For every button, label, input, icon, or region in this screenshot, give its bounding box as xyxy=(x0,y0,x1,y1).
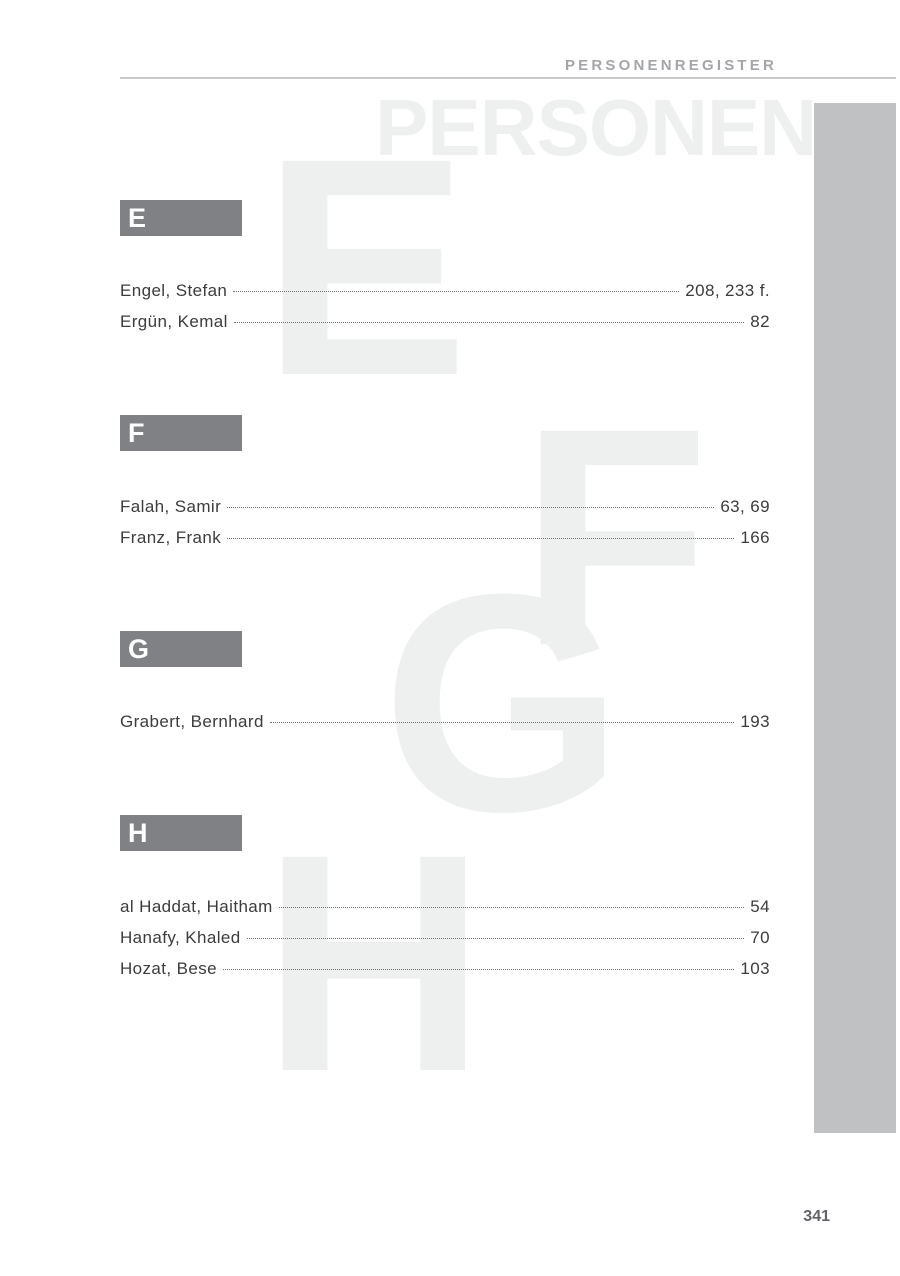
entry-name: Hanafy, Khaled xyxy=(120,928,241,947)
entry-name: Franz, Frank xyxy=(120,528,222,547)
index-entry xyxy=(120,712,770,736)
entry-name: Falah, Samir xyxy=(120,497,222,516)
index-entry xyxy=(120,928,770,952)
entry-pages: 208, 233 f. xyxy=(685,281,770,300)
section-heading-f: F xyxy=(120,415,242,451)
running-head: PERSONENREGISTER xyxy=(564,57,777,74)
entry-pages: 70 xyxy=(750,928,770,947)
section-heading-g: G xyxy=(120,631,242,667)
index-entry xyxy=(120,897,770,921)
dot-leader xyxy=(279,907,745,908)
entry-pages: 166 xyxy=(740,528,770,547)
dot-leader xyxy=(227,507,714,508)
dot-leader xyxy=(247,938,745,939)
watermark-letter-h: H xyxy=(262,789,486,1136)
entry-pages: 54 xyxy=(750,897,770,916)
header-rule xyxy=(120,77,896,79)
watermark-letter-g: G xyxy=(382,529,624,876)
dot-leader xyxy=(223,969,734,970)
entry-pages: 103 xyxy=(740,959,770,978)
section-heading-e: E xyxy=(120,200,242,236)
entry-name: Engel, Stefan xyxy=(120,281,228,300)
index-entry xyxy=(120,528,770,552)
entry-name: Hozat, Bese xyxy=(120,959,218,978)
index-entry xyxy=(120,281,770,305)
entry-name: Grabert, Bernhard xyxy=(120,712,264,731)
entry-name: Ergün, Kemal xyxy=(120,312,228,331)
watermark-letter-e: E xyxy=(262,93,469,440)
dot-leader xyxy=(227,538,734,539)
section-heading-h: H xyxy=(120,815,242,851)
entry-pages: 82 xyxy=(750,312,770,331)
dot-leader xyxy=(270,722,735,723)
dot-leader xyxy=(234,322,744,323)
entry-name: al Haddat, Haitham xyxy=(120,897,273,916)
side-thumb-bar xyxy=(814,103,896,1133)
entry-pages: 193 xyxy=(740,712,770,731)
page-number: 341 xyxy=(803,1208,830,1225)
watermark-letter-f: F xyxy=(520,363,710,710)
entry-pages: 63, 69 xyxy=(720,497,770,516)
watermark-word: PERSONEN xyxy=(375,83,816,172)
index-entry xyxy=(120,959,770,983)
index-entry xyxy=(120,497,770,521)
index-entry xyxy=(120,312,770,336)
dot-leader xyxy=(233,291,679,292)
